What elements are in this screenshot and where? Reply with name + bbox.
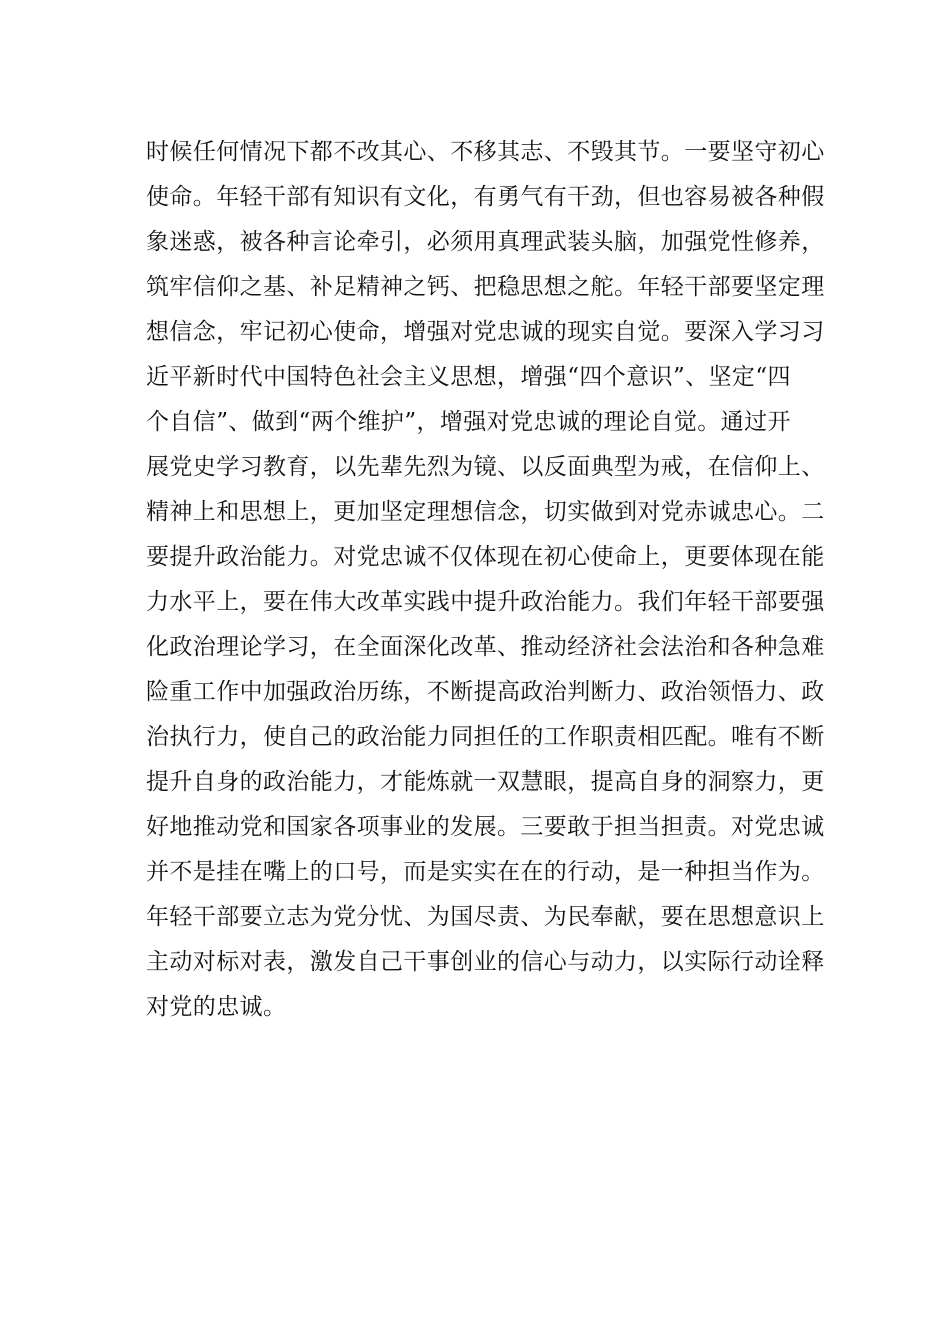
text-line: 主动对标对表，激发自己干事创业的信心与动力，以实际行动诠释 [146,949,825,975]
text-line: 个自信”、做到“两个维护”，增强对党忠诚的理论自觉。通过开 [146,409,791,435]
text-line: 险重工作中加强政治历练，不断提高政治判断力、政治领悟力、政 [146,679,825,705]
text-line: 治执行力，使自己的政治能力同担任的工作职责相匹配。唯有不断 [146,724,825,750]
text-line: 并不是挂在嘴上的口号，而是实实在在的行动，是一种担当作为。 [146,859,825,885]
text-line: 好地推动党和国家各项事业的发展。三要敢于担当担责。对党忠诚 [146,814,825,840]
text-line: 提升自身的政治能力，才能炼就一双慧眼，提高自身的洞察力，更 [146,769,825,795]
text-line: 想信念，牢记初心使命，增强对党忠诚的现实自觉。要深入学习习 [146,319,825,345]
text-line: 展党史学习教育，以先辈先烈为镜、以反面典型为戒，在信仰上、 [146,454,825,480]
text-line: 时候任何情况下都不改其心、不移其志、不毁其节。一要坚守初心 [146,139,825,165]
text-line: 使命。年轻干部有知识有文化，有勇气有干劲，但也容易被各种假 [146,184,825,210]
text-line: 精神上和思想上，更加坚定理想信念，切实做到对党赤诚忠心。二 [146,499,825,525]
text-line: 筑牢信仰之基、补足精神之钙、把稳思想之舵。年轻干部要坚定理 [146,274,825,300]
text-line: 力水平上，要在伟大改革实践中提升政治能力。我们年轻干部要强 [146,589,825,615]
text-line: 近平新时代中国特色社会主义思想，增强“四个意识”、坚定“四 [146,364,791,390]
text-line: 对党的忠诚。 [146,994,287,1020]
body-paragraph [146,130,825,1030]
text-line: 年轻干部要立志为党分忧、为国尽责、为民奉献，要在思想意识上 [146,904,825,930]
text-line: 象迷惑，被各种言论牵引，必须用真理武装头脑，加强党性修养， [146,229,825,255]
text-line: 要提升政治能力。对党忠诚不仅体现在初心使命上，更要体现在能 [146,544,825,570]
text-line: 化政治理论学习，在全面深化改革、推动经济社会法治和各种急难 [146,634,825,660]
